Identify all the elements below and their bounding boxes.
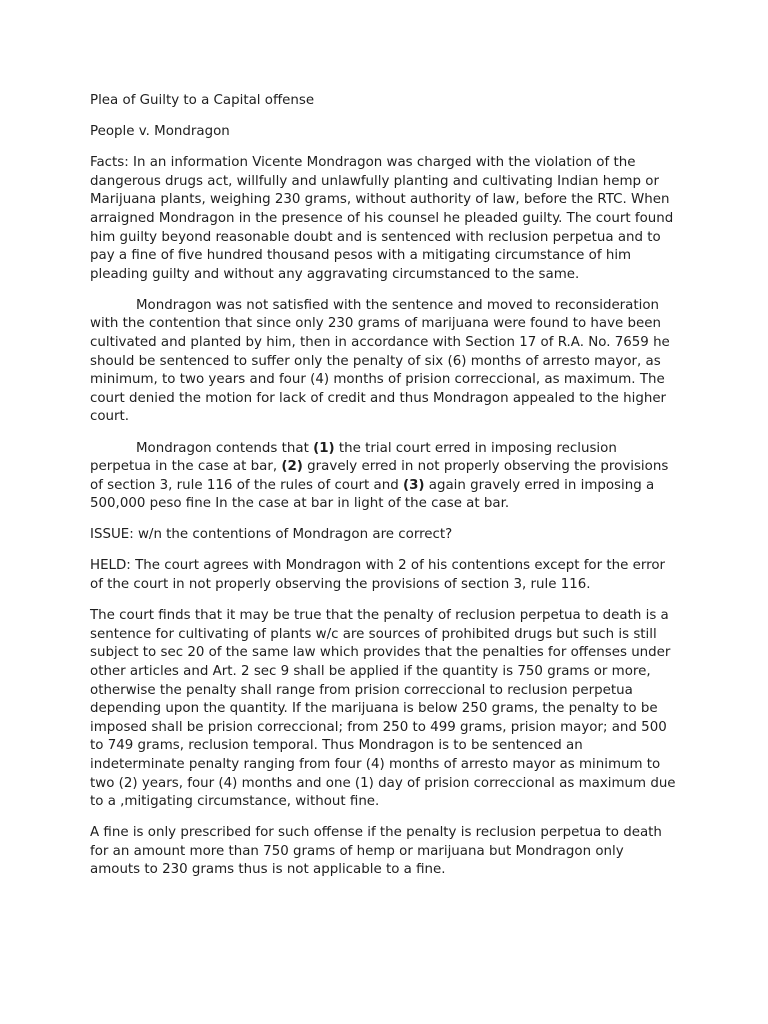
held-paragraph: HELD: The court agrees with Mondragon with 2 of his contentions except for the error of the court in not properly observing the provisions of section 3, rule 116. (90, 558, 666, 593)
contention-marker-2: (2) (281, 459, 303, 475)
document-body (90, 92, 678, 892)
issue-paragraph: ISSUE: w/n the contentions of Mondragon are correct? (90, 527, 453, 543)
contention-marker-3: (3) (402, 477, 425, 493)
reasoning-paragraph: The court finds that it may be true that the penalty of reclusion perpetua to death is a sentence for cultivating of plants w/c are sources of prohibited drugs but such is still subject to sec 20 of the same law which provides that the penalties for offenses under other articles and Art. 2 sec 9 shall be applied if the quantity is 750 grams or more, otherwise the penalty shall range from prision correccional to reclusion perpetua depending upon the quantity. If the marijuana is below 250 grams, the penalty to be imposed shall be prision correccional; from 250 to 499 grams, prision mayor; and 500 to 749 grams, reclusion temporal. Thus Mondragon is to be sentenced an indeterminate penalty ranging from four (4) months of arresto mayor as minimum to two (2) years, four (4) months and one (1) day of prision correccional as maximum due to a ,mitigating circumstance, without fine. (90, 608, 676, 810)
fine-paragraph: A fine is only prescribed for such offense if the penalty is reclusion perpetua to death for an amount more than 750 grams of hemp or marijuana but Mondragon only amouts to 230 grams thus is not applicable to a fine. (90, 825, 662, 878)
contention-marker-1: (1) (313, 440, 335, 456)
document-title: Plea of Guilty to a Capital offense (90, 93, 315, 108)
contention-1-text: the trial court erred in imposing reclusion perpetua in the case at bar, (90, 440, 617, 475)
contention-3-text: again gravely erred in imposing a 500,000 peso fine In the case at bar in light of the case at bar. (90, 477, 655, 512)
reconsideration-paragraph: Mondragon was not satisfied with the sentence and moved to reconsideration with the contention that since only 230 grams of marijuana were found to have been cultivated and planted by him, then in accordance with Section 17 of R.A. No. 7659 he should be sentenced to suffer only the penalty of six (6) months of arresto mayor, as minimum, to two years and four (4) months of prision correccional, as maximum. The court denied the motion for lack of credit and thus Mondragon appealed to the higher court. (90, 297, 670, 425)
case-name: People v. Mondragon (90, 124, 230, 140)
facts-paragraph: Facts: In an information Vicente Mondragon was charged with the violation of the dangerous drugs act, willfully and unlawfully planting and cultivating Indian hemp or Marijuana plants, weighing 230 grams, without authority of law, before the RTC. When arraigned Mondragon in the presence of his counsel he pleaded guilty. The court found him guilty beyond reasonable doubt and is sentenced with reclusion perpetua and to pay a fine of five hundred thousand pesos with a mitigating circumstance of him pleading guilty and without any aggravating circumstanced to the same. (90, 155, 674, 282)
contentions-paragraph (90, 440, 678, 514)
contentions-intro: Mondragon contends that (136, 440, 314, 456)
contention-2-text: gravely erred in not properly observing the provisions of section 3, rule 116 of the rules of court and (90, 459, 669, 493)
